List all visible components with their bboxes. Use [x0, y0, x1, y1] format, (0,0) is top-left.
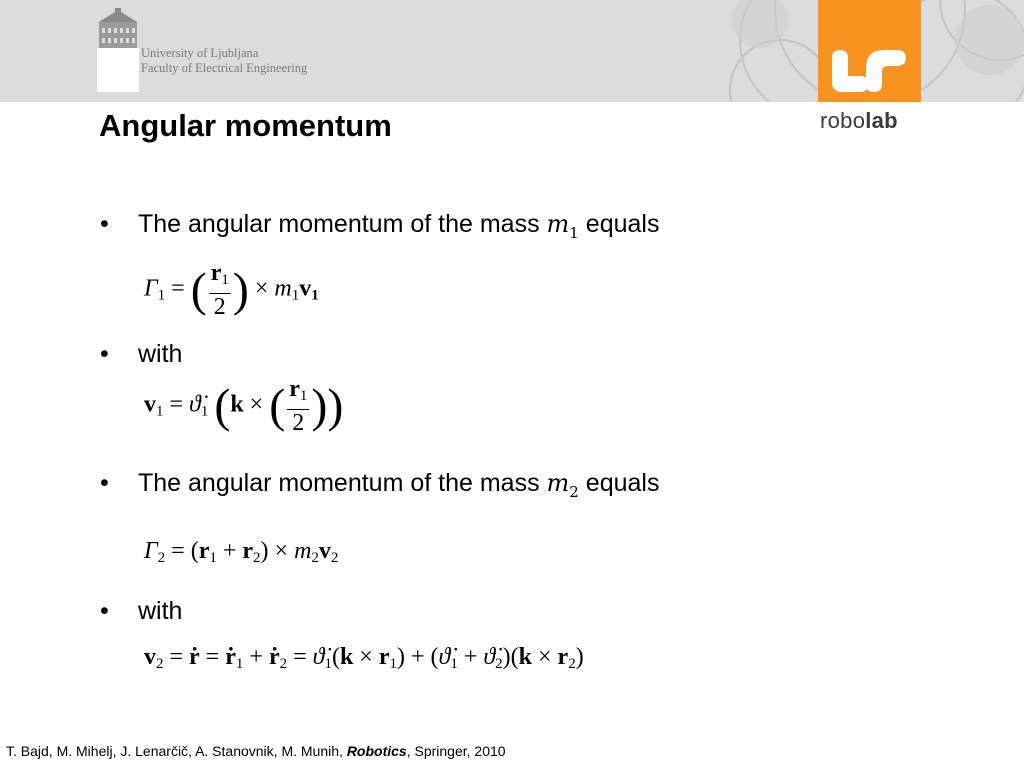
bullet-4-text: with — [138, 597, 183, 625]
bullet-dot: • — [100, 210, 109, 238]
math-var: m — [546, 469, 570, 497]
lr-icon — [818, 0, 921, 102]
equation-2: $v_1$ = $ϑ̇_1$ (k × ( $\frac{r_1}{2}$ )) — [144, 376, 344, 436]
citation-footer — [6, 743, 506, 759]
robolab-wordmark — [820, 108, 898, 134]
bullet-dot: • — [100, 340, 109, 368]
footer-publisher: , Springer, 2010 — [406, 743, 506, 759]
bullet-1-suffix: equals — [585, 210, 660, 238]
university-line-2: Faculty of Electrical Engineering — [141, 61, 308, 75]
bullet-3-suffix: equals — [585, 469, 660, 497]
footer-book: Robotics — [346, 743, 407, 759]
bullet-3-text: The angular momentum of the mass — [138, 469, 540, 497]
bullet-3-math — [546, 469, 579, 501]
bullet-2-text: with — [138, 340, 183, 368]
robolab-wordmark-light: robo — [820, 108, 866, 133]
math-var: m — [546, 210, 570, 238]
university-name — [141, 46, 307, 76]
math-subscript: 2 — [569, 482, 579, 501]
robolab-wordmark-bold: lab — [865, 108, 898, 133]
university-logo — [97, 8, 141, 92]
bullet-2 — [100, 340, 182, 369]
bullet-3 — [100, 469, 659, 501]
robolab-logo-mark — [818, 0, 921, 102]
footer-authors: T. Bajd, M. Mihelj, J. Lenarčič, A. Stanovnik, M. Munih, — [6, 743, 347, 759]
bullet-4 — [100, 597, 182, 626]
bullet-dot: • — [100, 597, 109, 625]
bullet-1-text: The angular momentum of the mass — [138, 210, 540, 238]
bullet-1-math — [546, 210, 579, 242]
header-band — [0, 0, 1024, 102]
bullet-1 — [100, 210, 659, 242]
equation-3: $\Gamma_2 = (r_1 + r_2) \times m_2v_2$ — [144, 538, 339, 566]
university-line-1: University of Ljubljana — [141, 46, 259, 60]
slide-title: Angular momentum — [99, 108, 392, 143]
equation-4: $v_2$ = ṙ = ṙ$_1$ + ṙ$_2$ = $ϑ̇_1(k \times r_1)$ + ($ϑ̇_1$ + $ϑ̇_2)(k \times r_2)$ — [144, 644, 584, 672]
equation-1: $\Gamma_1$ = ( $\frac{r_1}{2}$ ) × $m_1v_1$ — [144, 260, 319, 320]
bullet-dot: • — [100, 469, 109, 497]
math-subscript: 1 — [569, 223, 579, 242]
